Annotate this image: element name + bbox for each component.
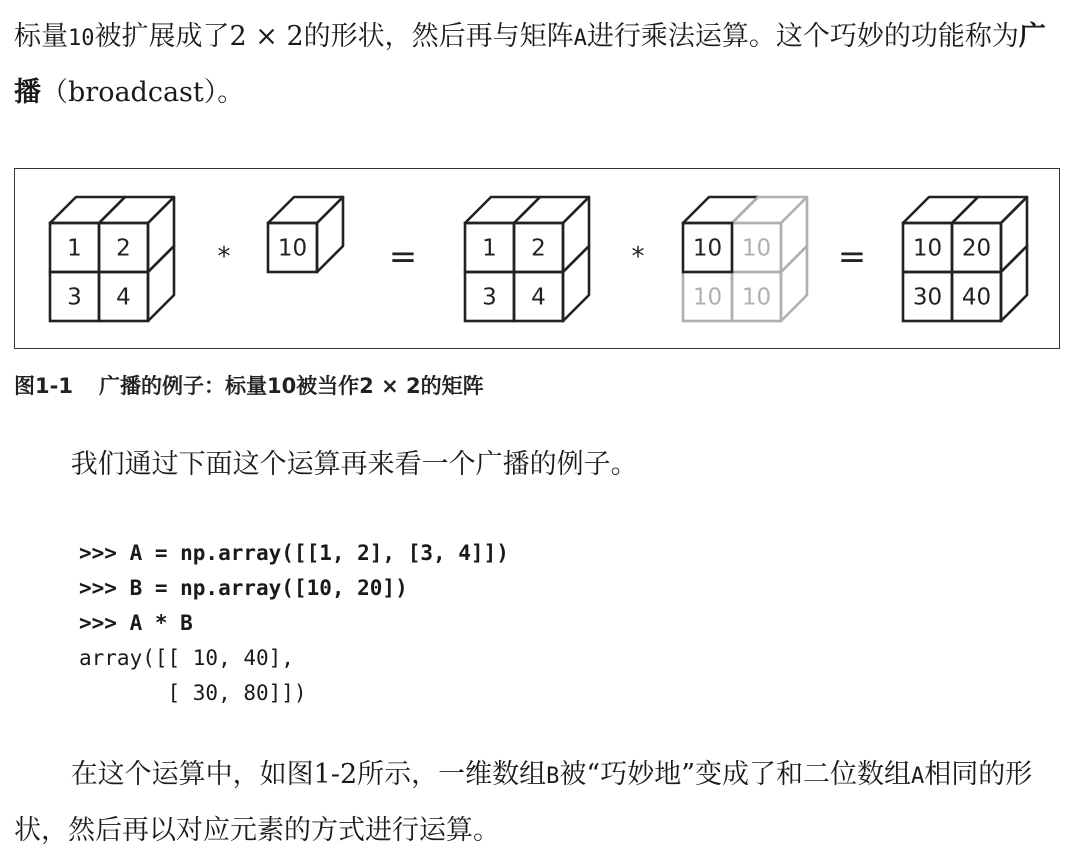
result-matrix-side-face <box>1001 246 1027 321</box>
code-line: >>> A = np.array([[1, 2], [3, 4]]) <box>79 541 509 565</box>
broadcast-matrix-cell-label: 10 <box>692 235 723 262</box>
equals-operator: = <box>837 237 867 277</box>
broadcast-matrix-cell-label: 10 <box>692 284 723 311</box>
broadcast-figure <box>14 168 1060 349</box>
caption-text: 广播的例子：标量10被当作2 × 2的矩阵 <box>98 374 484 398</box>
inline-code: A <box>573 26 587 51</box>
result-matrix-cell-label: 40 <box>961 284 992 311</box>
figure-caption <box>14 370 484 400</box>
scalar-side-face <box>317 197 343 272</box>
matrix-a-copy-cell-label: 1 <box>482 235 497 262</box>
matrix-a-copy-cell-label: 2 <box>531 235 546 262</box>
code-line: array([[ 10, 40], <box>79 646 294 670</box>
text-span: 标量 <box>14 21 68 52</box>
code-line: [ 30, 80]]) <box>79 681 307 705</box>
matrix-a-copy-cell-label: 3 <box>482 284 497 311</box>
equals-operator: = <box>388 237 418 277</box>
matrix-a-copy-side-face <box>563 246 589 321</box>
result-matrix-cell-label: 30 <box>912 284 943 311</box>
matrix-a-cell-label: 1 <box>67 235 82 262</box>
text-span: 的形状，然后再与矩阵 <box>303 21 574 52</box>
text-span: 被“巧妙地”变成了和二位数组 <box>559 759 912 790</box>
matrix-a-copy-cell-label: 4 <box>531 284 546 311</box>
inline-code: 10 <box>68 26 95 51</box>
caption-number: 图1-1 <box>14 374 73 398</box>
broadcast-matrix-side-face <box>781 246 807 321</box>
code-line: >>> B = np.array([10, 20]) <box>79 576 408 600</box>
matrix-a-side-face <box>148 246 174 321</box>
scalar-cell-label: 10 <box>277 235 308 262</box>
multiply-operator: * <box>217 242 231 272</box>
text-span: 在这个运算中，如图1-2所示，一维数组 <box>70 759 547 790</box>
matrix-a-cell-label: 2 <box>116 235 131 262</box>
code-line: >>> A * B <box>79 611 193 635</box>
code-block <box>79 536 509 711</box>
explanation-paragraph <box>14 748 1064 858</box>
inline-code: A <box>911 764 925 789</box>
text-span: 进行乘法运算。这个巧妙的功能称为 <box>586 21 1019 52</box>
inline-math: 2 × 2 <box>229 21 304 52</box>
broadcast-matrix-cell-label: 10 <box>741 284 772 311</box>
text-span: 被扩展成了 <box>94 21 230 52</box>
text-span: 相同的形状，然后再以对应元素的方式进行运算。 <box>14 759 1033 846</box>
figure-diagram <box>15 169 1061 350</box>
multiply-operator: * <box>631 242 645 272</box>
text-span: （broadcast）。 <box>41 77 245 108</box>
matrix-a-cell-label: 3 <box>67 284 82 311</box>
result-matrix-cell-label: 20 <box>961 235 992 262</box>
matrix-a-cell-label: 4 <box>116 284 131 311</box>
result-matrix-cell-label: 10 <box>912 235 943 262</box>
broadcast-matrix-cell-label: 10 <box>741 235 772 262</box>
inline-code: B <box>546 764 560 789</box>
bold-term: 广播 <box>14 21 1046 108</box>
intro-paragraph <box>14 10 1064 120</box>
example-paragraph: 我们通过下面这个运算再来看一个广播的例子。 <box>70 449 638 480</box>
